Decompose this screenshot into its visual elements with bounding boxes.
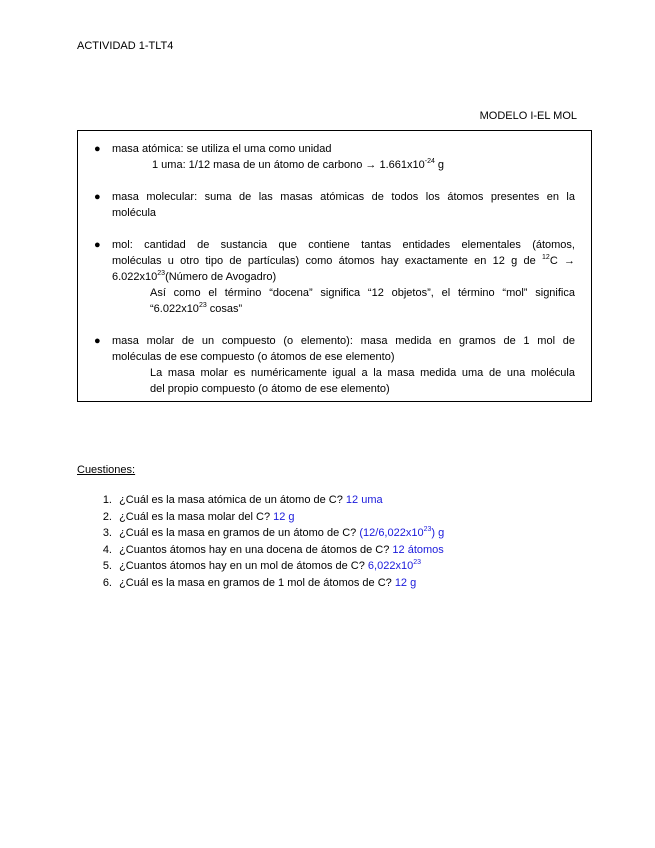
- document-header-right: MODELO I-EL MOL: [479, 110, 577, 122]
- definition-text: masa atómica: se utiliza el uma como unidad: [112, 143, 332, 155]
- bullet-icon: ●: [94, 335, 101, 347]
- definition-formula: 1 uma: 1/12 masa de un átomo de carbono → $1.661x10^{-24}$ g: [152, 158, 445, 171]
- questions-list: [77, 492, 444, 591]
- question-item: 3. ¿Cuál es la masa en gramos de un átomo de C? $(12/6,022x10^{23})$ g: [102, 526, 445, 539]
- avogadro-number: $6.022x10^{23}(Número$ de Avogadro): [112, 270, 277, 283]
- definition-text-cont: moléculas de ese compuesto (o átomos de ese elemento): [112, 351, 395, 363]
- document-header-left: ACTIVIDAD 1-TLT4: [77, 40, 174, 52]
- answer-text: 12 g: [394, 576, 417, 589]
- definition-text: masa molecular: suma de las masas atómicas de todos los átomos presentes en la: [112, 191, 575, 203]
- answer-text: $(12/6,022x10^{23})$ g: [359, 526, 445, 539]
- question-item: 2. ¿Cuál es la masa molar del C? 12 g: [102, 510, 295, 523]
- definition-text-cont: moléculas u otro tipo de partículas) como átomos hay exactamente en 12 g de $^{12}$C →: [112, 254, 576, 267]
- definition-text-cont: molécula: [112, 207, 157, 219]
- definition-text: masa molar de un compuesto (o elemento): masa medida en gramos de 1 mol de: [112, 335, 575, 347]
- definition-text: mol: cantidad de sustancia que contiene tantas entidades elementales (átomos,: [112, 239, 575, 251]
- question-item: 1. ¿Cuál es la masa atómica de un átomo de C? 12 uma: [102, 494, 383, 506]
- molar-mass-note: La masa molar es numéricamente igual a la masa medida uma de una molécula del propio compuesto (o átomo de ese elemento): [150, 367, 575, 395]
- bullet-icon: ●: [94, 143, 101, 155]
- answer-text: $6,022x10^{23}$: [367, 559, 421, 572]
- answer-text: 12 uma: [345, 494, 383, 506]
- answer-text: 12 g: [273, 510, 295, 523]
- question-item: 5. ¿Cuantos átomos hay en un mol de átomos de C? $6,022x10^{23}$: [102, 559, 421, 572]
- mol-analogy: Así como el término “docena” significa “12 objetos”, el término “mol” significa “$6.022x10^{23}$ cosas”: [150, 287, 575, 315]
- bullet-icon: ●: [94, 239, 101, 251]
- bullet-icon: ●: [94, 191, 101, 203]
- definitions-box: [77, 130, 592, 402]
- question-item: 4. ¿Cuantos átomos hay en una docena de átomos de C? 12 átomos: [102, 543, 444, 556]
- question-item: 6. ¿Cuál es la masa en gramos de 1 mol de átomos de C? 12 g: [102, 576, 417, 589]
- answer-text: 12 átomos: [392, 543, 444, 556]
- questions-title: Cuestiones:: [77, 464, 136, 476]
